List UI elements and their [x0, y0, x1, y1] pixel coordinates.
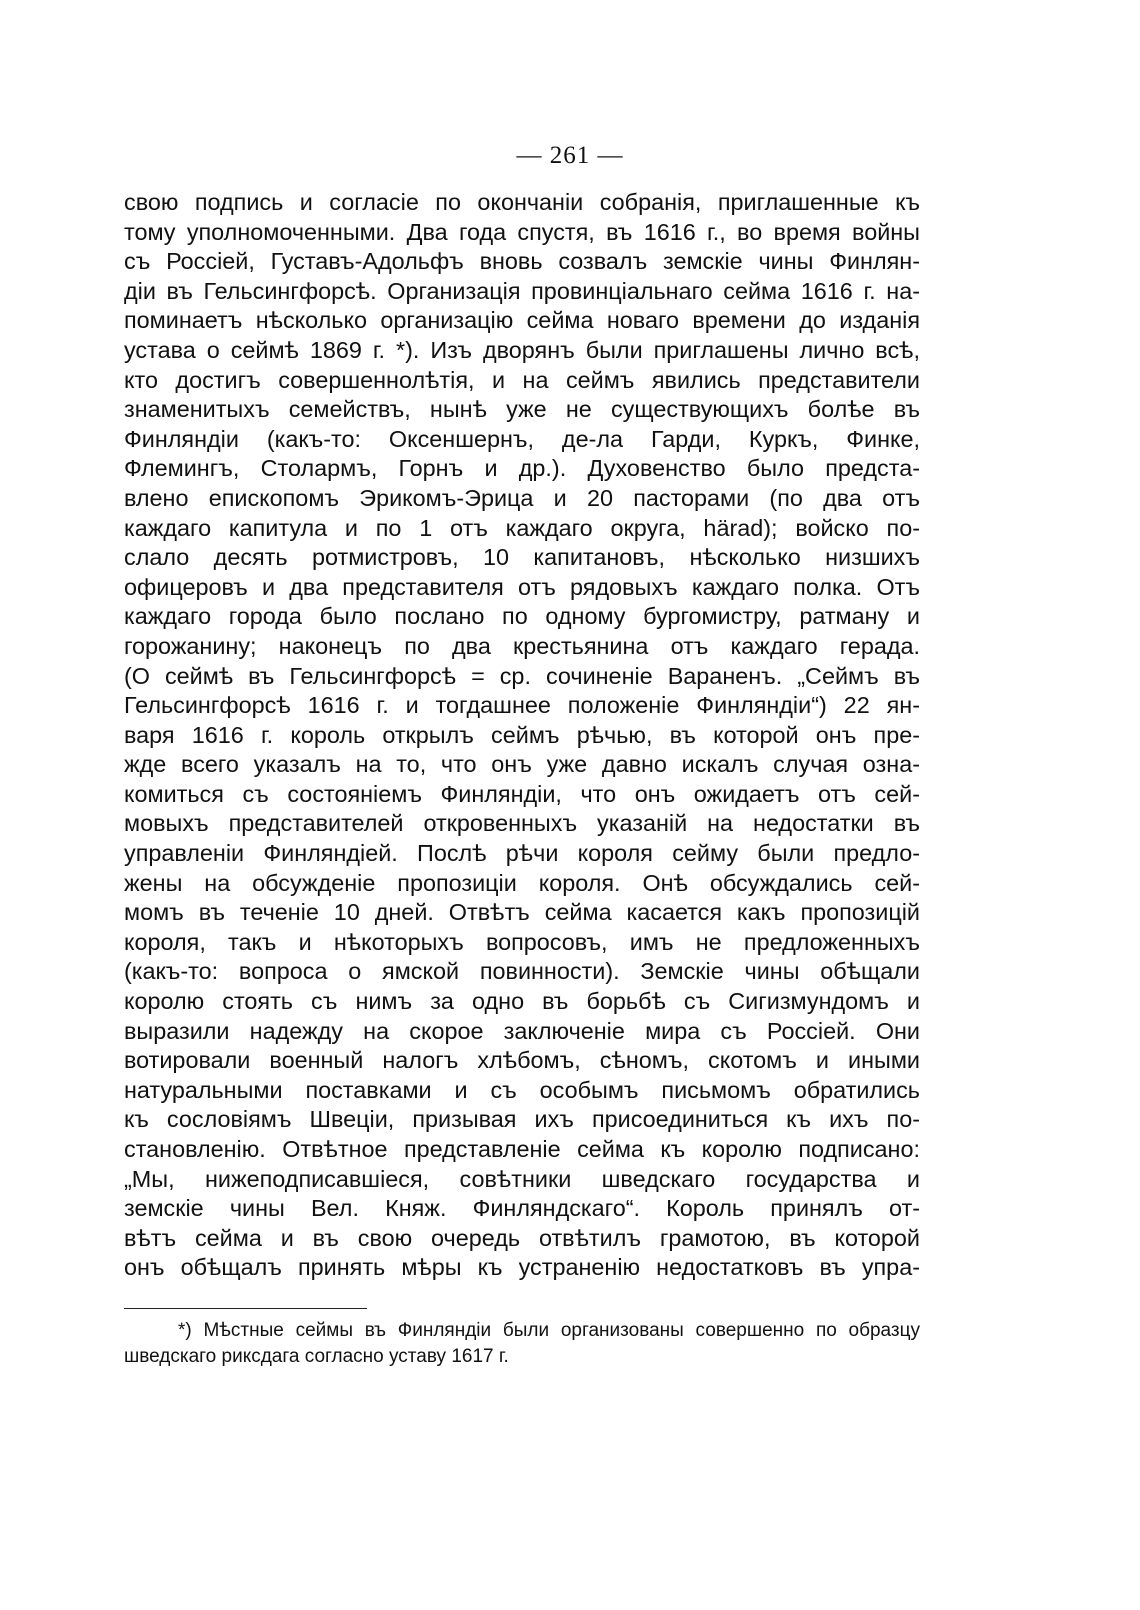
text-line: съ Россіей, Густавъ-Адольфъ вновь созвалъ земскіе чины Финлян- [124, 248, 920, 275]
text-line: натуральными поставками и съ особымъ письмомъ обратились [124, 1076, 920, 1103]
text-line: Флемингъ, Столармъ, Горнъ и др.). Духовенство было предста- [124, 455, 920, 482]
text-line: „Мы, нижеподписавшіеся, совѣтники шведскаго государства и [124, 1165, 920, 1192]
text-line: варя 1616 г. король открылъ сеймъ рѣчью, въ которой онъ пре- [124, 721, 920, 748]
footnote-line: *) Мѣстные сеймы въ Финляндіи были организованы совершенно по образцу [178, 1320, 920, 1341]
text-line: (какъ-то: вопроса о ямской повинности). Земскіе чины обѣщали [124, 958, 920, 985]
text-line: королю стоять съ нимъ за одно въ борьбѣ съ Сигизмундомъ и [124, 988, 920, 1015]
text-line: тому уполномоченными. Два года спустя, въ 1616 г., во время войны [124, 218, 920, 245]
text-line: офицеровъ и два представителя отъ рядовыхъ каждаго полка. Отъ [124, 573, 920, 600]
text-line: устава о сеймѣ 1869 г. *). Изъ дворянъ были приглашены лично всѣ, [124, 336, 920, 363]
text-line: вотировали военный налогъ хлѣбомъ, сѣномъ, скотомъ и иными [124, 1047, 920, 1074]
text-line: Гельсингфорсѣ 1616 г. и тогдашнее положеніе Финляндіи“) 22 ян- [124, 692, 920, 719]
text-line: Финляндіи (какъ-то: Оксеншернъ, де-ла Гарди, Куркъ, Финке, [124, 425, 920, 452]
text-line: (О сеймѣ въ Гельсингфорсѣ = ср. сочиненіе Вараненъ. „Сеймъ въ [124, 662, 920, 689]
text-line: короля, такъ и нѣкоторыхъ вопросовъ, имъ не предложенныхъ [124, 928, 920, 955]
text-line: земскіе чины Вел. Княж. Финляндскаго“. Король принялъ от- [124, 1195, 920, 1222]
text-line: горожанину; наконецъ по два крестьянина отъ каждаго герада. [124, 632, 920, 659]
text-line: къ сословіямъ Швеціи, призывая ихъ присоединиться къ ихъ по- [124, 1106, 920, 1133]
body-text [124, 188, 920, 1283]
text-line: жены на обсужденіе пропозиціи короля. Онѣ обсуждались сей- [124, 869, 920, 896]
text-line: каждаго города было послано по одному бургомистру, ратману и [124, 603, 920, 630]
footnote [124, 1318, 920, 1370]
text-line: поминаетъ нѣсколько организацію сейма новаго времени до изданія [124, 307, 920, 334]
text-line: мовыхъ представителей откровенныхъ указаній на недостатки въ [124, 810, 920, 837]
text-line: слало десять ротмистровъ, 10 капитановъ, нѣсколько низшихъ [124, 544, 920, 571]
text-line: свою подпись и согласіе по окончаніи собранія, приглашенные къ [124, 189, 920, 215]
text-line: комиться съ состояніемъ Финляндіи, что онъ ожидаетъ отъ сей- [124, 780, 920, 807]
text-line: жде всего указалъ на то, что онъ уже давно искалъ случая озна- [124, 751, 920, 778]
text-line: вѣтъ сейма и въ свою очередь отвѣтилъ грамотою, въ которой [124, 1224, 920, 1251]
text-line: онъ обѣщалъ принять мѣры къ устраненію недостатковъ въ упра- [124, 1254, 920, 1281]
text-line: управленіи Финляндіей. Послѣ рѣчи короля сейму были предло- [124, 840, 920, 867]
text-line: діи въ Гельсингфорсѣ. Организація провинціальнаго сейма 1616 г. на- [124, 277, 920, 304]
text-line: каждаго капитула и по 1 отъ каждаго округа, härad); войско по- [124, 514, 920, 541]
page-number: — 261 — [516, 142, 624, 169]
text-line: знаменитыхъ семействъ, нынѣ уже не существующихъ болѣе въ [124, 396, 920, 423]
text-line: момъ въ теченіе 10 дней. Отвѣтъ сейма касается какъ пропозицій [124, 899, 920, 926]
footnote-divider [124, 1308, 367, 1309]
text-line: выразили надежду на скорое заключеніе мира съ Россіей. Они [124, 1017, 920, 1044]
text-line: становленію. Отвѣтное представленіе сейма къ королю подписано: [124, 1136, 920, 1162]
text-line: кто достигъ совершеннолѣтія, и на сеймъ явились представители [124, 366, 920, 393]
footnote-line: шведскаго риксдага согласно уставу 1617 г. [124, 1346, 509, 1367]
text-line: влено епископомъ Эрикомъ-Эрица и 20 пасторами (по два отъ [124, 484, 920, 511]
